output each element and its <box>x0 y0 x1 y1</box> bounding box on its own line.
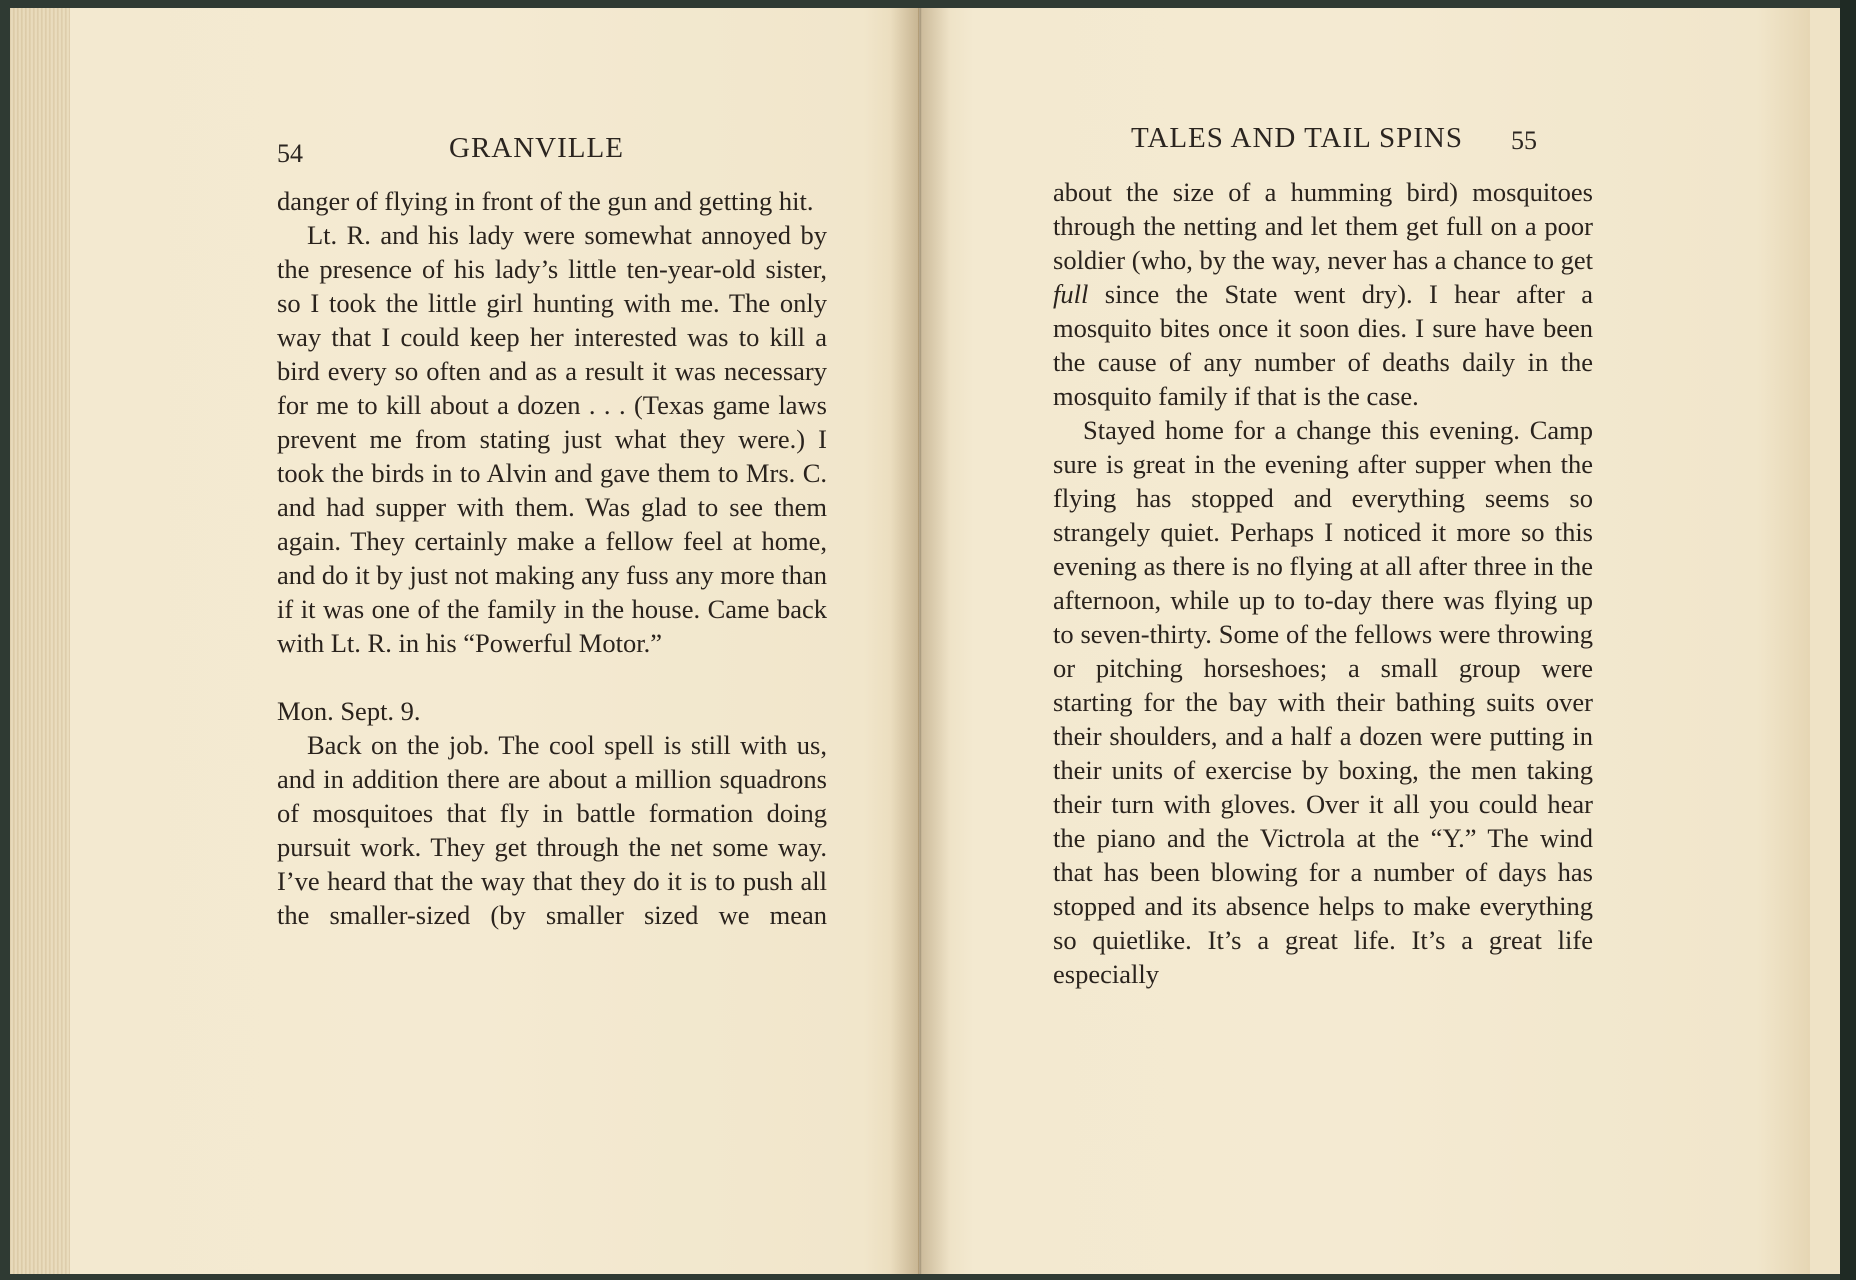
left-paragraph: danger of flying in front of the gun and getting hit. <box>277 186 814 216</box>
right-running-head: TALES AND TAIL SPINS <box>1131 122 1463 154</box>
right-page <box>920 8 1810 1274</box>
left-paragraph: Back on the job. The cool spell is still with us, and in addition there are about a million squadrons of mosquitoes that fly in battle formation doing pursuit work. They get through the net some way. I’ve heard that the way that they do it is to push all the smaller-sized (by smaller sized we mean <box>277 730 827 930</box>
right-paragraph: Stayed home for a change this evening. Camp sure is great in the evening after supper when the flying has stopped and everything seems so strangely quiet. Perhaps I noticed it more so this evening as there is no flying at all after three in the afternoon, while up to to-day there was flying up to seven-thirty. Some of the fellows were throwing or pitching horseshoes; a small group were starting for the bay with their bathing suits over their shoulders, and a half a dozen were putting in their units of exercise by boxing, the men taking their turn with gloves. Over it all you could hear the piano and the Victrola at the “Y.” The wind that has been blowing for a number of days has stopped and its absence helps to make everything so quietlike. It’s a great life. It’s a great life especially <box>1053 415 1593 989</box>
left-running-head: GRANVILLE <box>449 132 624 164</box>
book-cover-edge <box>1840 0 1856 1280</box>
right-body-text <box>1053 175 1593 991</box>
right-paragraph: about the size of a humming bird) mosquitoes through the netting and let them get full on a poor soldier (who, by the way, never has a chance to get full since the State went dry). I hear after a mosquito bites once it soon dies. I sure have been the cause of any number of deaths daily in the mosquito family if that is the case. <box>1053 177 1593 411</box>
left-body-text <box>277 184 827 932</box>
italic-word: full <box>1053 279 1089 309</box>
right-page-number: 55 <box>1511 126 1537 155</box>
book-gutter <box>890 8 950 1274</box>
diary-date: Mon. Sept. 9. <box>277 696 421 726</box>
left-page <box>10 8 919 1274</box>
left-page-number: 54 <box>277 139 303 168</box>
page-edges-left <box>10 8 70 1274</box>
open-book <box>10 8 1850 1274</box>
left-paragraph: Lt. R. and his lady were somewhat annoyed by the presence of his lady’s little ten-year-old sister, so I took the little girl hunting with me. The only way that I could keep her interested was to kill a bird every so often and as a result it was necessary for me to kill about a dozen . . . (Texas game laws prevent me from stating just what they were.) I took the birds in to Alvin and gave them to Mrs. C. and had supper with them. Was glad to see them again. They certainly make a fellow feel at home, and do it by just not making any fuss any more than if it was one of the family in the house. Came back with Lt. R. in his “Powerful Motor.” <box>277 220 827 658</box>
